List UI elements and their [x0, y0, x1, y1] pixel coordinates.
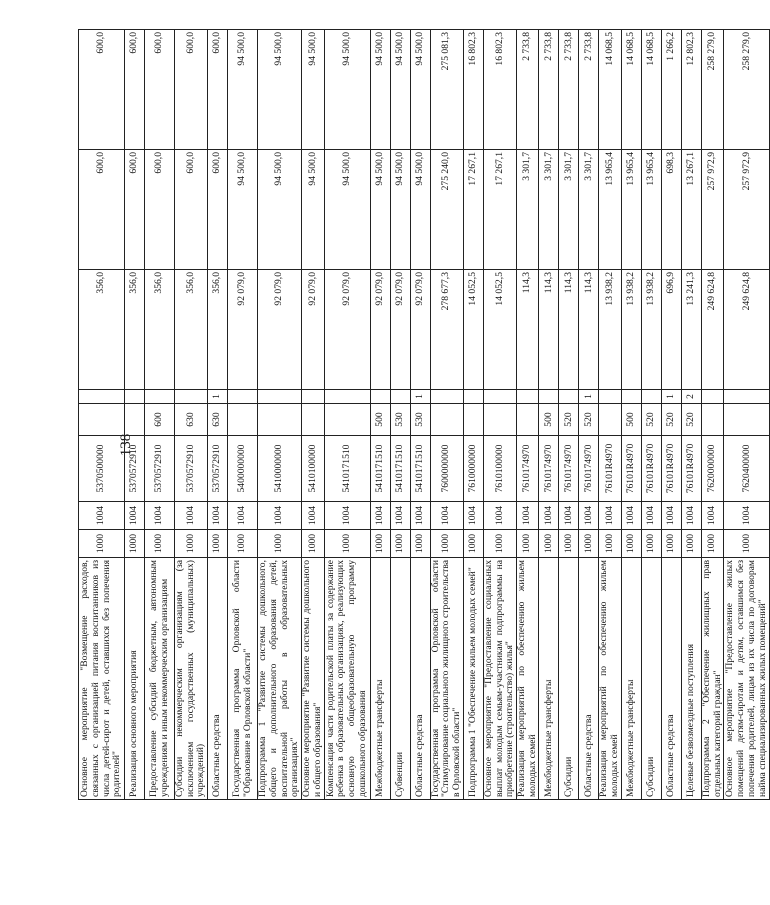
row-subsection: 1004 — [175, 502, 208, 530]
row-source: 1 — [410, 390, 430, 404]
row-subsection: 1004 — [463, 502, 483, 530]
row-expense-type — [125, 404, 145, 436]
table-row — [324, 30, 370, 800]
row-section: 1000 — [539, 530, 559, 558]
row-value-year-2: 257 972,9 — [724, 150, 770, 270]
row-name: Предоставление субсидий бюджетным, автономным учреждениям и иным некоммерческим организациям — [145, 558, 175, 800]
row-value-year-2: 94 500,0 — [370, 150, 390, 270]
row-value-year-2: 17 267,1 — [483, 150, 516, 270]
row-value-year-1: 114,3 — [539, 270, 559, 390]
table-row — [621, 30, 641, 800]
row-value-year-3: 600,0 — [175, 30, 208, 150]
row-subsection: 1004 — [483, 502, 516, 530]
row-subsection: 1004 — [324, 502, 370, 530]
row-value-year-3: 12 802,3 — [681, 30, 701, 150]
row-value-year-3: 1 266,2 — [661, 30, 681, 150]
table-row — [661, 30, 681, 800]
table-row — [463, 30, 483, 800]
row-name: Государственная программа Орловской области "Образование в Орловской области" — [228, 558, 258, 800]
row-source — [258, 390, 302, 404]
row-value-year-3: 94 500,0 — [302, 30, 324, 150]
row-subsection: 1004 — [681, 502, 701, 530]
row-source — [430, 390, 463, 404]
row-target-code: 7610174970 — [559, 436, 579, 502]
row-value-year-1: 114,3 — [517, 270, 539, 390]
row-name: Субвенции — [390, 558, 410, 800]
row-value-year-1: 13 938,2 — [641, 270, 661, 390]
row-section: 1000 — [324, 530, 370, 558]
row-subsection: 1004 — [79, 502, 125, 530]
row-subsection: 1004 — [641, 502, 661, 530]
table-row — [390, 30, 410, 800]
row-value-year-3: 258 279,0 — [724, 30, 770, 150]
row-value-year-3: 2 733,8 — [559, 30, 579, 150]
row-expense-type: 520 — [681, 404, 701, 436]
table-row — [208, 30, 228, 800]
row-value-year-1: 92 079,0 — [228, 270, 258, 390]
row-subsection: 1004 — [208, 502, 228, 530]
table-row — [302, 30, 324, 800]
row-source — [370, 390, 390, 404]
row-source — [559, 390, 579, 404]
row-section: 1000 — [681, 530, 701, 558]
row-target-code: 76101R4970 — [621, 436, 641, 502]
table-row — [410, 30, 430, 800]
row-name: Областные средства — [410, 558, 430, 800]
budget-table — [78, 29, 770, 800]
row-value-year-1: 14 052,5 — [463, 270, 483, 390]
row-target-code: 76101R4970 — [641, 436, 661, 502]
row-value-year-3: 94 500,0 — [410, 30, 430, 150]
row-expense-type — [228, 404, 258, 436]
row-section: 1000 — [701, 530, 723, 558]
row-source — [79, 390, 125, 404]
row-target-code: 5410171510 — [410, 436, 430, 502]
row-source: 2 — [681, 390, 701, 404]
rotated-table-wrapper — [78, 30, 768, 800]
row-value-year-2: 600,0 — [208, 150, 228, 270]
row-section: 1000 — [175, 530, 208, 558]
row-value-year-2: 17 267,1 — [463, 150, 483, 270]
row-subsection: 1004 — [370, 502, 390, 530]
row-value-year-3: 600,0 — [208, 30, 228, 150]
table-row — [79, 30, 125, 800]
row-target-code: 7600000000 — [430, 436, 463, 502]
row-subsection: 1004 — [145, 502, 175, 530]
row-expense-type — [463, 404, 483, 436]
row-value-year-2: 94 500,0 — [390, 150, 410, 270]
row-subsection: 1004 — [724, 502, 770, 530]
row-value-year-3: 2 733,8 — [579, 30, 599, 150]
row-source — [125, 390, 145, 404]
row-target-code: 5370572910 — [125, 436, 145, 502]
row-name: Подпрограмма 1 "Развитие системы дошкольного, общего и дополнительного образования детей, воспитательной работы в образовательных организациях" — [258, 558, 302, 800]
row-value-year-1: 356,0 — [208, 270, 228, 390]
row-value-year-2: 94 500,0 — [258, 150, 302, 270]
row-value-year-2: 94 500,0 — [324, 150, 370, 270]
row-target-code: 5410000000 — [258, 436, 302, 502]
row-value-year-2: 275 240,0 — [430, 150, 463, 270]
row-expense-type: 600 — [145, 404, 175, 436]
table-row — [228, 30, 258, 800]
row-section: 1000 — [724, 530, 770, 558]
row-value-year-2: 257 972,9 — [701, 150, 723, 270]
row-target-code: 5410171510 — [390, 436, 410, 502]
row-subsection: 1004 — [517, 502, 539, 530]
row-subsection: 1004 — [228, 502, 258, 530]
row-value-year-1: 114,3 — [559, 270, 579, 390]
row-name: Межбюджетные трансферты — [539, 558, 559, 800]
row-source — [390, 390, 410, 404]
row-target-code: 5370572910 — [175, 436, 208, 502]
row-target-code: 5400000000 — [228, 436, 258, 502]
row-target-code: 76101R4970 — [599, 436, 621, 502]
row-name: Основное мероприятие "Развитие системы дошкольного и общего образования" — [302, 558, 324, 800]
row-value-year-1: 356,0 — [79, 270, 125, 390]
row-expense-type — [701, 404, 723, 436]
row-value-year-3: 600,0 — [125, 30, 145, 150]
row-source — [483, 390, 516, 404]
row-name: Реализация мероприятий по обеспечению жильем молодых семей — [599, 558, 621, 800]
row-section: 1000 — [483, 530, 516, 558]
row-target-code: 5370500000 — [79, 436, 125, 502]
table-row — [681, 30, 701, 800]
table-row — [370, 30, 390, 800]
table-row — [701, 30, 723, 800]
row-value-year-2: 600,0 — [175, 150, 208, 270]
row-name: Межбюджетные трансферты — [370, 558, 390, 800]
row-source — [302, 390, 324, 404]
row-value-year-3: 14 068,5 — [621, 30, 641, 150]
row-value-year-1: 13 241,3 — [681, 270, 701, 390]
table-row — [724, 30, 770, 800]
row-source — [539, 390, 559, 404]
row-subsection: 1004 — [302, 502, 324, 530]
row-value-year-1: 92 079,0 — [410, 270, 430, 390]
row-value-year-1: 92 079,0 — [258, 270, 302, 390]
row-subsection: 1004 — [579, 502, 599, 530]
row-value-year-3: 14 068,5 — [599, 30, 621, 150]
row-value-year-1: 696,9 — [661, 270, 681, 390]
row-value-year-3: 258 279,0 — [701, 30, 723, 150]
row-name: Целевые безвозмездные поступления — [681, 558, 701, 800]
row-value-year-2: 3 301,7 — [579, 150, 599, 270]
row-subsection: 1004 — [430, 502, 463, 530]
row-subsection: 1004 — [539, 502, 559, 530]
row-value-year-1: 92 079,0 — [324, 270, 370, 390]
row-expense-type: 520 — [661, 404, 681, 436]
row-section: 1000 — [370, 530, 390, 558]
table-row — [559, 30, 579, 800]
row-value-year-2: 698,3 — [661, 150, 681, 270]
row-source — [641, 390, 661, 404]
table-row — [539, 30, 559, 800]
row-value-year-3: 94 500,0 — [390, 30, 410, 150]
row-source — [145, 390, 175, 404]
row-target-code: 7610174970 — [539, 436, 559, 502]
row-target-code: 5410100000 — [302, 436, 324, 502]
row-value-year-3: 94 500,0 — [324, 30, 370, 150]
page-number: 138 — [118, 433, 134, 457]
table-row — [145, 30, 175, 800]
row-name: Компенсация части родительской платы за содержание ребенка в образовательных организациях, реализующих основную общеобразовательную программу дошкольного образования — [324, 558, 370, 800]
row-expense-type — [517, 404, 539, 436]
row-subsection: 1004 — [410, 502, 430, 530]
table-row — [579, 30, 599, 800]
row-expense-type — [79, 404, 125, 436]
row-expense-type: 630 — [208, 404, 228, 436]
row-source: 1 — [579, 390, 599, 404]
row-target-code: 76101R4970 — [661, 436, 681, 502]
row-subsection: 1004 — [621, 502, 641, 530]
row-value-year-2: 600,0 — [79, 150, 125, 270]
row-value-year-3: 14 068,5 — [641, 30, 661, 150]
row-value-year-2: 94 500,0 — [228, 150, 258, 270]
row-section: 1000 — [621, 530, 641, 558]
row-value-year-2: 94 500,0 — [302, 150, 324, 270]
row-section: 1000 — [641, 530, 661, 558]
row-section: 1000 — [463, 530, 483, 558]
table-row — [641, 30, 661, 800]
row-source — [724, 390, 770, 404]
row-subsection: 1004 — [559, 502, 579, 530]
row-expense-type — [258, 404, 302, 436]
row-expense-type: 500 — [370, 404, 390, 436]
row-subsection: 1004 — [125, 502, 145, 530]
row-section: 1000 — [258, 530, 302, 558]
row-name: Областные средства — [579, 558, 599, 800]
row-target-code: 7610000000 — [463, 436, 483, 502]
row-value-year-1: 249 624,8 — [724, 270, 770, 390]
row-section: 1000 — [125, 530, 145, 558]
row-section: 1000 — [517, 530, 539, 558]
row-subsection: 1004 — [701, 502, 723, 530]
row-value-year-1: 249 624,8 — [701, 270, 723, 390]
row-value-year-1: 356,0 — [175, 270, 208, 390]
row-expense-type: 520 — [579, 404, 599, 436]
row-expense-type — [599, 404, 621, 436]
row-name: Основное мероприятие "Возмещение расходов, связанных с организацией питания воспитанников из числа детей-сирот и детей, оставшихся без попечения родителей" — [79, 558, 125, 800]
row-target-code: 7610174970 — [579, 436, 599, 502]
row-name: Субсидии некоммерческим организациям (за исключением государственных (муниципальных) учреждений) — [175, 558, 208, 800]
row-value-year-1: 14 052,5 — [483, 270, 516, 390]
row-section: 1000 — [390, 530, 410, 558]
row-value-year-3: 2 733,8 — [517, 30, 539, 150]
row-expense-type: 530 — [410, 404, 430, 436]
row-expense-type: 530 — [390, 404, 410, 436]
row-name: Областные средства — [208, 558, 228, 800]
row-value-year-2: 3 301,7 — [539, 150, 559, 270]
row-target-code: 7610100000 — [483, 436, 516, 502]
row-section: 1000 — [430, 530, 463, 558]
row-target-code: 5410171510 — [324, 436, 370, 502]
row-target-code: 5370572910 — [208, 436, 228, 502]
row-value-year-2: 13 965,4 — [641, 150, 661, 270]
row-name: Подпрограмма 1 "Обеспечение жильем молодых семей" — [463, 558, 483, 800]
row-value-year-3: 600,0 — [79, 30, 125, 150]
row-target-code: 7620000000 — [701, 436, 723, 502]
row-source: 1 — [208, 390, 228, 404]
row-section: 1000 — [79, 530, 125, 558]
row-section: 1000 — [302, 530, 324, 558]
row-expense-type: 500 — [621, 404, 641, 436]
row-value-year-1: 278 677,3 — [430, 270, 463, 390]
row-value-year-1: 13 938,2 — [621, 270, 641, 390]
row-value-year-2: 3 301,7 — [517, 150, 539, 270]
row-value-year-3: 94 500,0 — [258, 30, 302, 150]
table-body — [79, 30, 770, 800]
row-source — [517, 390, 539, 404]
row-name: Субсидии — [641, 558, 661, 800]
table-row — [175, 30, 208, 800]
row-source — [324, 390, 370, 404]
row-expense-type: 520 — [559, 404, 579, 436]
row-expense-type — [430, 404, 463, 436]
row-value-year-3: 16 802,3 — [463, 30, 483, 150]
table-row — [483, 30, 516, 800]
row-source — [175, 390, 208, 404]
row-name: Основное мероприятие "Предоставление социальных выплат молодым семьям-участникам подпрограммы на приобретение (строительство) жилья" — [483, 558, 516, 800]
table-row — [599, 30, 621, 800]
row-name: Субсидии — [559, 558, 579, 800]
row-value-year-2: 600,0 — [125, 150, 145, 270]
row-value-year-1: 13 938,2 — [599, 270, 621, 390]
row-source — [701, 390, 723, 404]
row-source: 1 — [661, 390, 681, 404]
row-name: Подпрограмма 2 "Обеспечение жилищных прав отдельных категорий граждан" — [701, 558, 723, 800]
row-target-code: 76101R4970 — [681, 436, 701, 502]
row-value-year-3: 94 500,0 — [228, 30, 258, 150]
row-value-year-2: 13 965,4 — [621, 150, 641, 270]
row-value-year-3: 16 802,3 — [483, 30, 516, 150]
row-expense-type: 630 — [175, 404, 208, 436]
row-source — [463, 390, 483, 404]
row-value-year-3: 94 500,0 — [370, 30, 390, 150]
row-value-year-3: 2 733,8 — [539, 30, 559, 150]
row-section: 1000 — [145, 530, 175, 558]
row-subsection: 1004 — [390, 502, 410, 530]
row-name: Государственная программа Орловской области "Стимулирование социального жилищного строительства в Орловской области" — [430, 558, 463, 800]
row-section: 1000 — [559, 530, 579, 558]
row-expense-type — [724, 404, 770, 436]
table-row — [430, 30, 463, 800]
row-source — [599, 390, 621, 404]
row-section: 1000 — [410, 530, 430, 558]
row-name: Областные средства — [661, 558, 681, 800]
row-value-year-1: 356,0 — [145, 270, 175, 390]
row-source — [621, 390, 641, 404]
row-section: 1000 — [208, 530, 228, 558]
row-target-code: 5410171510 — [370, 436, 390, 502]
row-value-year-1: 356,0 — [125, 270, 145, 390]
row-value-year-1: 114,3 — [579, 270, 599, 390]
row-name: Основное мероприятие "Предоставление жилых помещений детям-сиротам и детям, оставшимся без попечения родителей, лицам из их числа по договорам найма специализированных жилых помещений" — [724, 558, 770, 800]
row-value-year-3: 275 081,3 — [430, 30, 463, 150]
row-section: 1000 — [579, 530, 599, 558]
row-source — [228, 390, 258, 404]
row-subsection: 1004 — [661, 502, 681, 530]
row-subsection: 1004 — [258, 502, 302, 530]
row-target-code: 7610174970 — [517, 436, 539, 502]
row-expense-type: 520 — [641, 404, 661, 436]
row-value-year-2: 94 500,0 — [410, 150, 430, 270]
row-value-year-1: 92 079,0 — [302, 270, 324, 390]
row-value-year-2: 13 267,1 — [681, 150, 701, 270]
row-value-year-1: 92 079,0 — [390, 270, 410, 390]
row-section: 1000 — [228, 530, 258, 558]
table-row — [125, 30, 145, 800]
row-value-year-2: 3 301,7 — [559, 150, 579, 270]
row-value-year-3: 600,0 — [145, 30, 175, 150]
table-row — [517, 30, 539, 800]
row-expense-type — [483, 404, 516, 436]
row-target-code: 5370572910 — [145, 436, 175, 502]
row-subsection: 1004 — [599, 502, 621, 530]
row-value-year-2: 13 965,4 — [599, 150, 621, 270]
table-row — [258, 30, 302, 800]
row-expense-type: 500 — [539, 404, 559, 436]
row-target-code: 7620400000 — [724, 436, 770, 502]
row-expense-type — [324, 404, 370, 436]
row-section: 1000 — [661, 530, 681, 558]
row-value-year-2: 600,0 — [145, 150, 175, 270]
row-name: Межбюджетные трансферты — [621, 558, 641, 800]
row-name: Реализация основного мероприятия — [125, 558, 145, 800]
row-name: Реализация мероприятий по обеспечению жильем молодых семей — [517, 558, 539, 800]
row-expense-type — [302, 404, 324, 436]
row-value-year-1: 92 079,0 — [370, 270, 390, 390]
row-section: 1000 — [599, 530, 621, 558]
